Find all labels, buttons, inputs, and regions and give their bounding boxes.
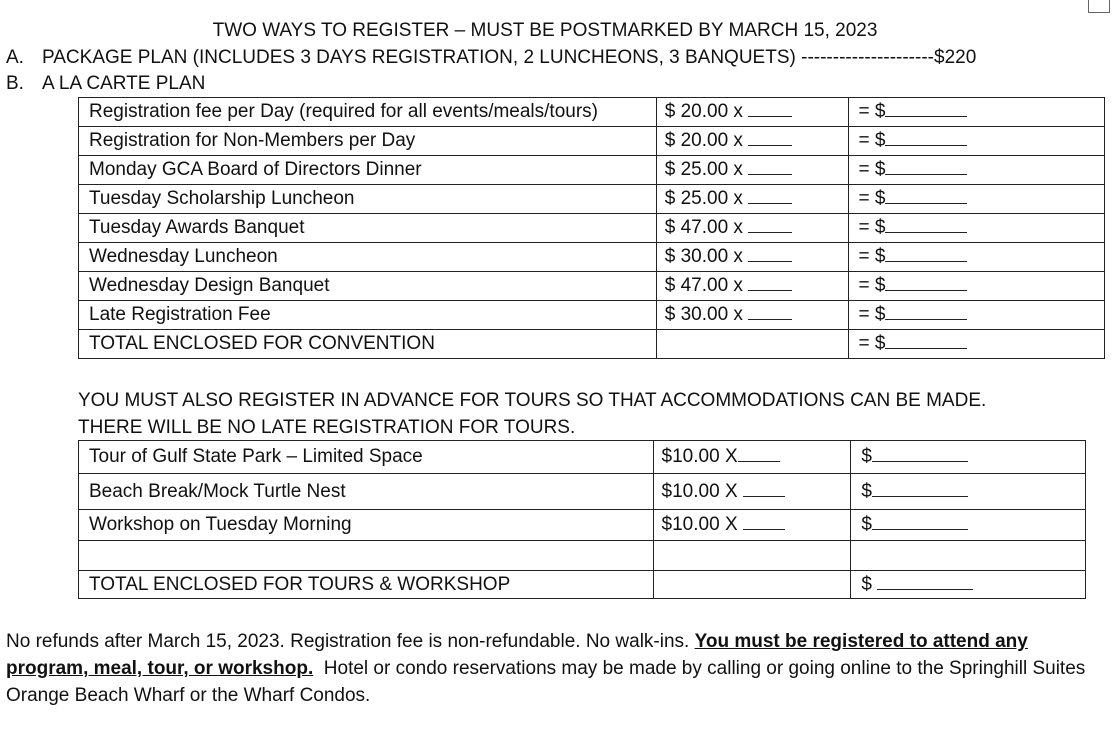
option-b-letter: B. — [6, 73, 24, 94]
table-total-row — [79, 330, 1105, 359]
quantity-field[interactable] — [748, 189, 792, 204]
item-label: Registration fee per Day (required for all events/meals/tours) — [79, 98, 657, 127]
amount-field[interactable] — [885, 276, 967, 291]
option-b-text: A LA CARTE PLAN — [42, 73, 206, 94]
total-label: $ — [861, 446, 872, 467]
table-total-row — [79, 571, 1086, 599]
table-row — [79, 156, 1105, 185]
table-row — [79, 243, 1105, 272]
total-label: $ — [861, 514, 872, 535]
notes-text-2: Hotel or condo reservations may be made by calling or going online to the Springhill Suites Orange Beach Wharf or the Wharf Condos. — [6, 658, 1091, 706]
tours-table — [78, 440, 1086, 599]
price-label: $ 47.00 x — [664, 217, 743, 238]
quantity-field[interactable] — [748, 305, 792, 320]
price-label: $ 30.00 x — [664, 304, 743, 325]
table-row — [79, 510, 1086, 541]
amount-field[interactable] — [885, 131, 967, 146]
price-label: $ 20.00 x — [664, 101, 743, 122]
item-label: Late Registration Fee — [79, 301, 657, 330]
table-row — [79, 474, 1086, 510]
price-label: $ 47.00 x — [664, 275, 743, 296]
item-label: Beach Break/Mock Turtle Nest — [79, 474, 654, 510]
amount-field[interactable] — [872, 515, 968, 530]
quantity-field[interactable] — [743, 515, 785, 530]
item-label: Wednesday Luncheon — [79, 243, 657, 272]
price-label: $ 20.00 x — [664, 130, 743, 151]
quantity-field[interactable] — [748, 276, 792, 291]
table-row — [79, 98, 1105, 127]
option-a-price: $220 — [934, 47, 977, 68]
table-row-empty — [79, 541, 1086, 571]
price-label: $10.00 X — [661, 446, 738, 467]
quantity-field[interactable] — [748, 218, 792, 233]
option-b-line — [6, 73, 205, 95]
option-a-letter: A. — [6, 47, 24, 68]
amount-field[interactable] — [885, 102, 967, 117]
notes-text-1: No refunds after March 15, 2023. Registration fee is non-refundable. No walk-ins. — [6, 631, 695, 652]
amount-field[interactable] — [885, 189, 967, 204]
item-label: Tuesday Scholarship Luncheon — [79, 185, 657, 214]
quantity-field[interactable] — [748, 247, 792, 262]
total-label: $ — [861, 573, 872, 595]
notes-emphasis: You must be registered to attend any program, meal, tour, or workshop. — [6, 631, 1028, 679]
item-label: Wednesday Design Banquet — [79, 272, 657, 301]
option-a-line — [6, 47, 976, 69]
total-label: = $ — [858, 159, 886, 180]
item-label: Workshop on Tuesday Morning — [79, 510, 654, 541]
table-row — [79, 301, 1105, 330]
total-label: = $ — [858, 188, 886, 209]
total-label: = $ — [858, 333, 886, 354]
quantity-field[interactable] — [748, 131, 792, 146]
quantity-field[interactable] — [748, 102, 792, 117]
table-row — [79, 441, 1086, 474]
table-row — [79, 272, 1105, 301]
price-label: $ 25.00 x — [664, 188, 743, 209]
total-label: = $ — [858, 130, 886, 151]
quantity-field[interactable] — [738, 447, 780, 462]
a-la-carte-table — [78, 97, 1105, 359]
total-label: = $ — [858, 217, 886, 238]
table-row — [79, 127, 1105, 156]
amount-field[interactable] — [877, 575, 973, 590]
amount-field[interactable] — [885, 160, 967, 175]
item-label: Registration for Non-Members per Day — [79, 127, 657, 156]
total-row-label: TOTAL ENCLOSED FOR CONVENTION — [79, 330, 657, 359]
quantity-field[interactable] — [748, 160, 792, 175]
option-a-dashes: --------------------- — [801, 47, 934, 68]
tours-notice-2: THERE WILL BE NO LATE REGISTRATION FOR TOURS. — [78, 417, 576, 438]
total-label: $ — [861, 480, 872, 502]
price-label: $ 30.00 x — [664, 246, 743, 267]
amount-field[interactable] — [872, 447, 968, 462]
total-label: = $ — [858, 246, 886, 267]
amount-field[interactable] — [885, 334, 967, 349]
item-label: Tour of Gulf State Park – Limited Space — [79, 441, 654, 474]
amount-field[interactable] — [872, 482, 968, 497]
amount-field[interactable] — [885, 305, 967, 320]
table-row — [79, 185, 1105, 214]
price-label: $10.00 X — [661, 480, 738, 502]
price-label: $ 25.00 x — [664, 159, 743, 180]
total-label: = $ — [858, 304, 886, 325]
amount-field[interactable] — [885, 247, 967, 262]
option-a-text: PACKAGE PLAN (INCLUDES 3 DAYS REGISTRATION, 2 LUNCHEONS, 3 BANQUETS) — [42, 47, 796, 68]
page-title: TWO WAYS TO REGISTER – MUST BE POSTMARKED BY MARCH 15, 2023 — [212, 20, 878, 41]
item-label: Tuesday Awards Banquet — [79, 214, 657, 243]
quantity-field[interactable] — [743, 482, 785, 497]
total-label: = $ — [858, 275, 886, 296]
price-label: $10.00 X — [661, 514, 738, 535]
total-label: = $ — [858, 101, 886, 122]
page-corner-checkbox[interactable] — [1088, 0, 1110, 13]
item-label: Monday GCA Board of Directors Dinner — [79, 156, 657, 185]
amount-field[interactable] — [885, 218, 967, 233]
tours-notice-1: YOU MUST ALSO REGISTER IN ADVANCE FOR TOURS SO THAT ACCOMMODATIONS CAN BE MADE. — [78, 390, 987, 411]
footer-notes — [6, 628, 1106, 709]
table-row — [79, 214, 1105, 243]
total-row-label: TOTAL ENCLOSED FOR TOURS & WORKSHOP — [79, 571, 654, 599]
